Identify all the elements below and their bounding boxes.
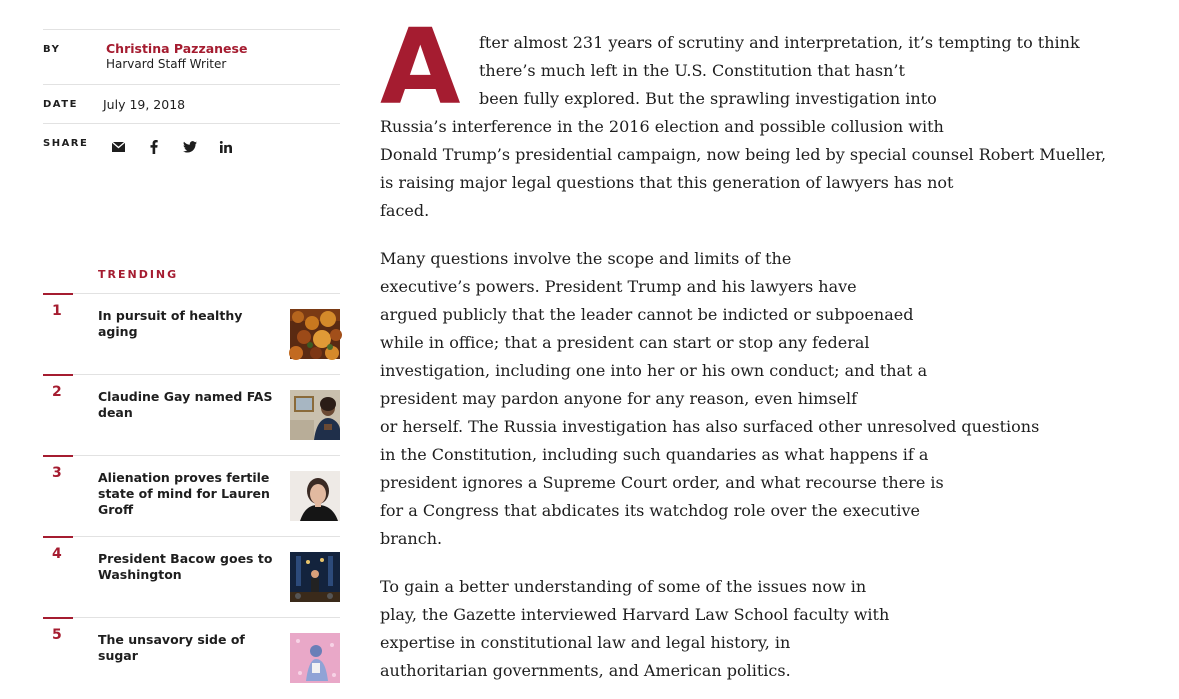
paragraph-line: Donald Trump’s presidential campaign, now being led by special counsel Robert Mueller, — [380, 145, 1107, 164]
drop-cap: A — [380, 6, 461, 128]
trending-title[interactable]: Claudine Gay named FAS dean — [98, 389, 273, 420]
twitter-icon[interactable] — [180, 137, 200, 157]
byline-label: BY — [43, 44, 61, 55]
healthy-aging-thumbnail[interactable] — [290, 309, 340, 359]
trending-accent — [43, 293, 73, 295]
linkedin-icon[interactable] — [216, 137, 236, 157]
paragraph-line: branch. — [380, 529, 443, 548]
trending-title[interactable]: President Bacow goes to Washington — [98, 551, 273, 582]
trending-accent — [43, 617, 73, 619]
paragraph-line: Many questions involve the scope and limits of the — [380, 249, 792, 268]
article-body — [380, 0, 1107, 682]
byline-row — [43, 29, 340, 85]
date-row — [43, 84, 340, 124]
trending-number: 1 — [52, 303, 62, 319]
lauren-groff-thumbnail[interactable] — [290, 471, 340, 521]
trending-item-4[interactable] — [43, 536, 340, 618]
author-role: Harvard Staff Writer — [106, 57, 227, 71]
publish-date: July 19, 2018 — [103, 97, 186, 112]
paragraph-line: argued publicly that the leader cannot be indicted or subpoenaed — [380, 305, 914, 324]
paragraph-line: authoritarian governments, and American politics. — [380, 661, 791, 680]
paragraph-line: expertise in constitutional law and legal history, in — [380, 633, 791, 652]
trending-title[interactable]: Alienation proves fertile state of mind for Lauren Groff — [98, 470, 270, 517]
paragraph-line: there’s much left in the U.S. Constitution that hasn’t — [479, 61, 905, 80]
paragraph-line: or herself. The Russia investigation has also surfaced other unresolved questions — [380, 417, 1040, 436]
paragraph-line: is raising major legal questions that this generation of lawyers has not — [380, 173, 954, 192]
trending-number: 4 — [52, 546, 62, 562]
trending-item-1[interactable] — [43, 293, 340, 375]
paragraph-line: executive’s powers. President Trump and his lawyers have — [380, 277, 857, 296]
paragraph-line: fter almost 231 years of scrutiny and interpretation, it’s tempting to think — [479, 33, 1080, 52]
bacow-washington-thumbnail[interactable] — [290, 552, 340, 602]
paragraph-line: been fully explored. But the sprawling investigation into — [479, 89, 937, 108]
paragraph-line: Russia’s interference in the 2016 election and possible collusion with — [380, 117, 944, 136]
trending-number: 5 — [52, 627, 62, 643]
trending-number: 2 — [52, 384, 62, 400]
trending-accent — [43, 536, 73, 538]
trending-item-2[interactable] — [43, 374, 340, 456]
trending-accent — [43, 455, 73, 457]
paragraph-line: To gain a better understanding of some of the issues now in — [380, 577, 867, 596]
trending-number: 3 — [52, 465, 62, 481]
paragraph-line: play, the Gazette interviewed Harvard Law School faculty with — [380, 605, 890, 624]
paragraph-line: in the Constitution, including such quandaries as what happens if a — [380, 445, 929, 464]
trending-title[interactable]: In pursuit of healthy aging — [98, 308, 243, 339]
sugar-illustration-thumbnail[interactable] — [290, 633, 340, 683]
trending-item-5[interactable] — [43, 617, 340, 699]
email-icon[interactable] — [108, 137, 128, 157]
paragraph-line: investigation, including one into her or his own conduct; and that a — [380, 361, 928, 380]
trending-accent — [43, 374, 73, 376]
author-name[interactable]: Christina Pazzanese — [106, 41, 248, 56]
paragraph-line: faced. — [380, 201, 430, 220]
trending-item-3[interactable] — [43, 455, 340, 537]
share-row — [43, 123, 340, 169]
date-label: DATE — [43, 99, 78, 110]
trending-title[interactable]: The unsavory side of sugar — [98, 632, 245, 663]
paragraph-line: while in office; that a president can start or stop any federal — [380, 333, 870, 352]
trending-heading: TRENDING — [98, 268, 179, 281]
share-label: SHARE — [43, 138, 89, 149]
paragraph-line: president ignores a Supreme Court order, and what recourse there is — [380, 473, 944, 492]
paragraph-line: president may pardon anyone for any reason, even himself — [380, 389, 858, 408]
claudine-gay-thumbnail[interactable] — [290, 390, 340, 440]
facebook-icon[interactable] — [144, 137, 164, 157]
paragraph-line: for a Congress that abdicates its watchdog role over the executive — [380, 501, 920, 520]
